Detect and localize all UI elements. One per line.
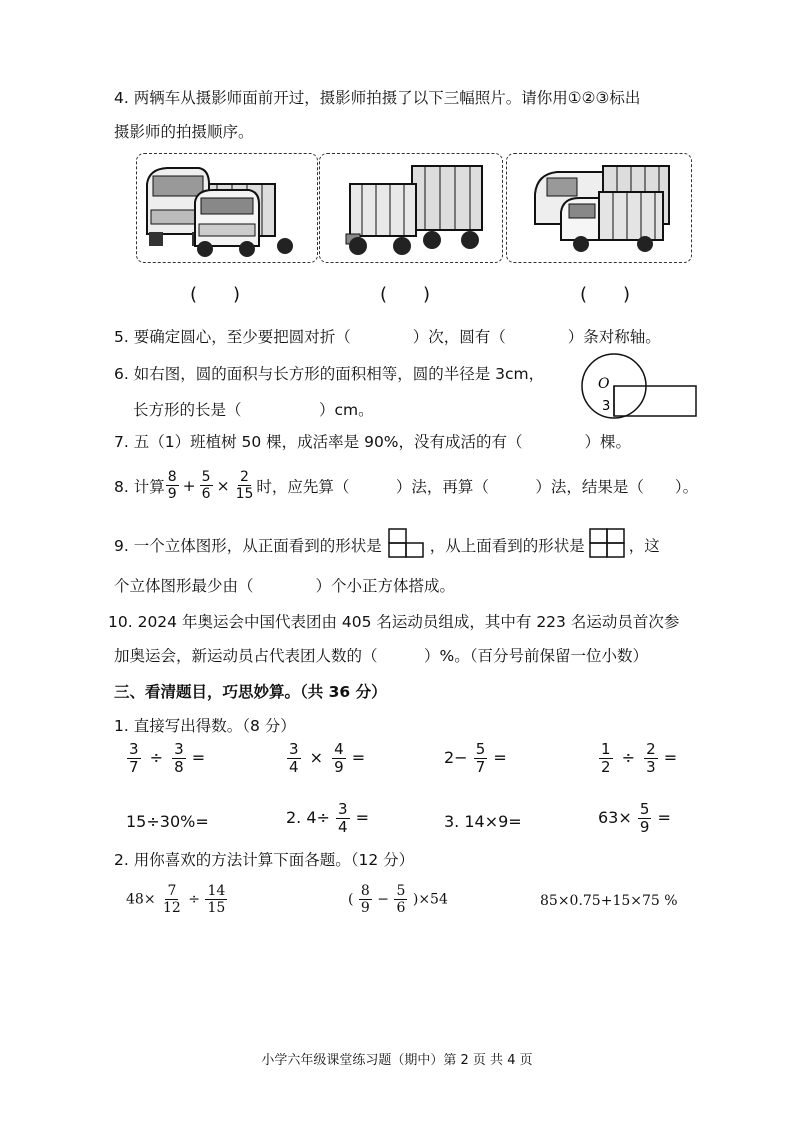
calc-8: 63× $\frac{5}{9}$ = (598, 800, 671, 836)
q5-text: 5. 要确定圆心，至少要把圆对折（ ）次，圆有（ ）条对称轴。 (114, 328, 661, 346)
q6-line2: 长方形的长是（ ）cm。 (133, 401, 374, 419)
answer-blank-photo-2[interactable]: ( ) (380, 284, 431, 305)
q10-line2: 加奥运会，新运动员占代表团人数的（ ）%。（百分号前保留一位小数） (114, 647, 648, 665)
radius-label: 3 (602, 399, 611, 414)
fraction: $\frac{4}{9}$ (334, 740, 344, 776)
fraction: $\frac{2}{3}$ (646, 740, 656, 776)
circle-rectangle-figure (580, 352, 700, 424)
q8-fraction-3: $\frac{2}{15}$ (235, 469, 254, 502)
section-3-heading: 三、看清题目，巧思妙算。（共 36 分） (114, 683, 387, 701)
truck-photo-2 (319, 153, 503, 263)
calc-5: 15÷30%= (126, 812, 209, 831)
q7-text: 7. 五（1）班植树 50 棵，成活率是 90%，没有成活的有（ ）棵。 (114, 433, 632, 451)
s3q1-title: 1. 直接写出得数。（8 分） (114, 717, 296, 735)
q8-suffix: 时，应先算（ ）法，再算（ ）法，结果是（ ）。 (256, 477, 699, 496)
truck-photo-3 (506, 153, 692, 263)
fraction: $\frac{7}{12}$ (163, 883, 181, 916)
q8-operator-2: × (216, 476, 230, 495)
calc-6: 2. 4÷ $\frac{3}{4}$ = (286, 800, 370, 836)
calc-2: $\frac{3}{4}$ × $\frac{4}{9}$ = (289, 740, 366, 776)
q4-line2: 摄影师的拍摄顺序。 (114, 123, 254, 141)
two-trucks-side-icon (507, 154, 691, 262)
fraction: $\frac{14}{15}$ (207, 883, 226, 916)
top-view-shape-icon (589, 528, 625, 562)
q10-line1: 10. 2024 年奥运会中国代表团由 405 名运动员组成，其中有 223 名运动员首次参 (108, 613, 680, 631)
q9-line1 (114, 528, 660, 562)
fraction: $\frac{8}{9}$ (360, 883, 370, 916)
fraction: $\frac{3}{7}$ (129, 740, 139, 776)
two-trucks-rear-icon (320, 154, 502, 262)
q8-fraction-1: $\frac{8}{9}$ (167, 469, 177, 502)
calc-3: 2− $\frac{5}{7}$ = (444, 740, 507, 776)
fraction: $\frac{1}{2}$ (601, 740, 611, 776)
q8-fraction-2: $\frac{5}{6}$ (201, 469, 211, 502)
answer-blank-photo-1[interactable]: ( ) (190, 284, 241, 305)
q8-line (114, 470, 698, 501)
q9-text-b: ，从上面看到的形状是 (429, 537, 585, 555)
expression-3: 85×0.75+15×75 % (540, 893, 678, 909)
expression-1: 48× $\frac{7}{12}$ ÷ $\frac{14}{15}$ (126, 883, 226, 916)
q4-line1: 4. 两辆车从摄影师面前开过，摄影师拍摄了以下三幅照片。请你用①②③标出 (114, 89, 641, 107)
page-footer: 小学六年级课堂练习题（期中）第 2 页 共 4 页 (261, 1053, 533, 1068)
q9-text-c: ，这 (628, 537, 660, 555)
fraction: $\frac{5}{9}$ (639, 800, 650, 836)
q9-line2: 个立体图形最少由（ ）个小正方体搭成。 (114, 577, 456, 595)
circle-center-label: O (598, 376, 610, 392)
answer-blank-photo-3[interactable]: ( ) (580, 284, 631, 305)
calc-4: $\frac{1}{2}$ ÷ $\frac{2}{3}$ = (601, 740, 678, 776)
fraction: $\frac{5}{6}$ (396, 883, 406, 916)
q9-text-a: 9. 一个立体图形，从正面看到的形状是 (114, 537, 382, 555)
q8-operator-1: + (182, 476, 196, 495)
expression-2: ( $\frac{8}{9}$ − $\frac{5}{6}$ )×54 (348, 883, 448, 916)
q8-prefix: 8. 计算 (114, 477, 165, 496)
s3q2-title: 2. 用你喜欢的方法计算下面各题。（12 分） (114, 851, 415, 869)
two-trucks-front-icon (137, 154, 317, 262)
fraction: $\frac{3}{8}$ (174, 740, 184, 776)
fraction: $\frac{3}{4}$ (338, 800, 348, 836)
front-view-shape-icon (388, 528, 424, 562)
calc-7: 3. 14×9= (444, 812, 522, 831)
truck-photo-1 (136, 153, 318, 263)
q6-line1: 6. 如右图，圆的面积与长方形的面积相等，圆的半径是 3cm， (114, 365, 545, 383)
fraction: $\frac{5}{7}$ (475, 740, 486, 776)
calc-1: $\frac{3}{7}$ ÷ $\frac{3}{8}$ = (129, 740, 206, 776)
fraction: $\frac{3}{4}$ (289, 740, 299, 776)
